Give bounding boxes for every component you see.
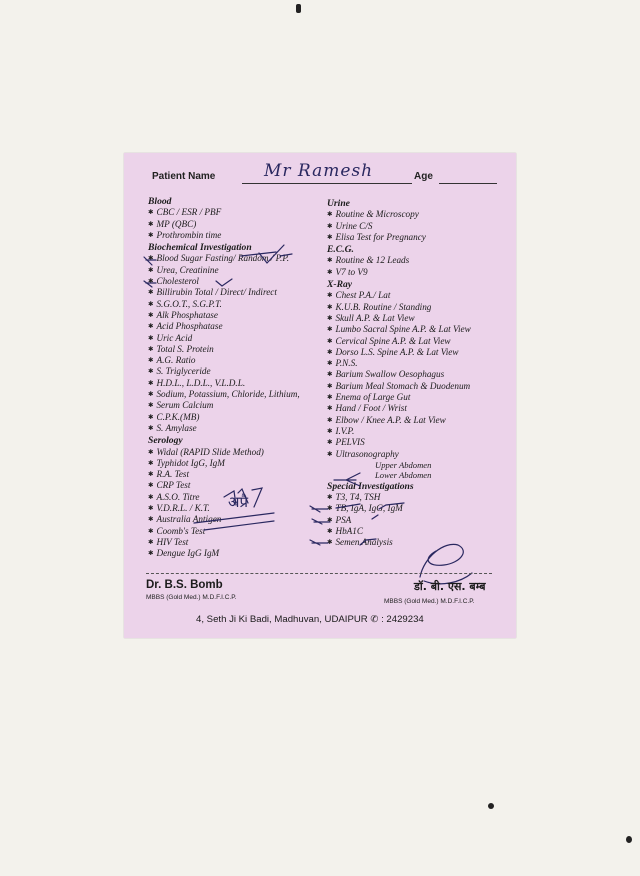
test-item[interactable]: ✱ Semen Analysis <box>327 537 517 548</box>
test-item[interactable]: ✱ Billirubin Total / Direct/ Indirect <box>148 287 328 298</box>
test-item[interactable]: ✱ V7 to V9 <box>327 267 517 278</box>
test-item[interactable]: ✱ Lumbo Sacral Spine A.P. & Lat View <box>327 324 517 335</box>
doctor-name-hindi: डॉ. बी. एस. बम्ब <box>414 580 486 593</box>
test-item[interactable]: ✱ S. Amylase <box>148 423 328 434</box>
test-item[interactable]: ✱ Acid Phosphatase <box>148 321 328 332</box>
section-heading: Serology <box>148 435 183 447</box>
age-label: Age <box>414 171 433 182</box>
test-item[interactable]: ✱ PSA <box>327 515 517 526</box>
test-item[interactable]: ✱ MP (QBC) <box>148 219 328 230</box>
patient-name-handwritten[interactable]: Mr Ramesh <box>264 161 374 181</box>
test-item[interactable]: ✱ Skull A.P. & Lat View <box>327 313 517 324</box>
test-item[interactable]: ✱ Sodium, Potassium, Chloride, Lithium, <box>148 389 328 400</box>
test-item[interactable]: ✱ Cervical Spine A.P. & Lat View <box>327 336 517 347</box>
test-item[interactable]: ✱ Coomb's Test <box>148 526 328 537</box>
test-item[interactable]: ✱ Urea, Creatinine <box>148 265 328 276</box>
test-item[interactable]: ✱ Ultrasonography <box>327 449 517 460</box>
right-test-column <box>327 197 517 549</box>
patient-name-line <box>242 183 412 184</box>
test-item[interactable]: ✱ Cholesterol <box>148 276 328 287</box>
test-item[interactable]: ✱ PELVIS <box>327 437 517 448</box>
test-item[interactable]: ✱ Elisa Test for Pregnancy <box>327 232 517 243</box>
test-item[interactable]: ✱ H.D.L., L.D.L., V.L.D.L. <box>148 378 328 389</box>
test-item[interactable]: ✱ Alk Phosphatase <box>148 310 328 321</box>
test-item[interactable]: ✱ Dorso L.S. Spine A.P. & Lat View <box>327 347 517 358</box>
test-item[interactable]: ✱ Serum Calcium <box>148 400 328 411</box>
test-item[interactable]: ✱ T3, T4, TSH <box>327 492 517 503</box>
doctor-qualification-right: MBBS (Gold Med.) M.D.F.I.C.P. <box>384 598 475 605</box>
left-test-column <box>148 195 328 560</box>
test-item[interactable]: ✱ Elbow / Knee A.P. & Lat View <box>327 415 517 426</box>
test-item[interactable]: ✱ TB, IgA, IgG, IgM <box>327 503 517 514</box>
test-item[interactable]: ✱ CBC / ESR / PBF <box>148 207 328 218</box>
test-item[interactable]: ✱ S. Triglyceride <box>148 366 328 377</box>
test-item[interactable]: ✱ A.S.O. Titre <box>148 492 328 503</box>
test-item[interactable]: ✱ S.G.O.T., S.G.P.T. <box>148 299 328 310</box>
test-item[interactable]: ✱ P.N.S. <box>327 358 517 369</box>
scan-dot <box>488 803 494 809</box>
patient-name-label: Patient Name <box>152 171 216 182</box>
test-item[interactable]: ✱ Dengue IgG IgM <box>148 548 328 559</box>
scan-dot <box>626 836 632 843</box>
test-item[interactable]: ✱ Barium Swallow Oesophagus <box>327 369 517 380</box>
clinic-address: 4, Seth Ji Ki Badi, Madhuvan, UDAIPUR ✆ : 2429234 <box>196 614 424 625</box>
test-item[interactable]: ✱ C.P.K.(MB) <box>148 412 328 423</box>
test-item[interactable]: ✱ I.V.P. <box>327 426 517 437</box>
test-item[interactable]: ✱ Blood Sugar Fasting/ Random / P.P. <box>148 253 328 264</box>
test-item[interactable]: ✱ Routine & Microscopy <box>327 209 517 220</box>
patient-name-row <box>152 161 502 191</box>
test-item[interactable]: ✱ A.G. Ratio <box>148 355 328 366</box>
lab-requisition-slip <box>124 153 516 638</box>
test-item[interactable]: ✱ Prothrombin time <box>148 230 328 241</box>
section-heading: Special Investigations <box>327 480 414 492</box>
footer-divider <box>146 573 492 574</box>
test-item[interactable]: ✱ K.U.B. Routine / Standing <box>327 302 517 313</box>
hindi-handwritten-note: अप्रै <box>228 493 248 511</box>
test-item[interactable]: ✱ Chest P.A./ Lat <box>327 290 517 301</box>
test-sub-item[interactable]: Lower Abdomen <box>375 469 432 480</box>
section-heading: Blood <box>148 196 172 207</box>
test-item[interactable]: ✱ Hand / Foot / Wrist <box>327 403 517 414</box>
test-item[interactable]: ✱ R.A. Test <box>148 469 328 480</box>
section-heading: E.C.G. <box>327 244 354 256</box>
test-item[interactable]: ✱ V.D.R.L. / K.T. <box>148 503 328 514</box>
doctor-name: Dr. B.S. Bomb <box>146 579 223 591</box>
test-item[interactable]: ✱ Widal (RAPID Slide Method) <box>148 447 328 458</box>
test-item[interactable]: ✱ CRP Test <box>148 480 328 491</box>
test-item[interactable]: ✱ Uric Acid <box>148 333 328 344</box>
test-item[interactable]: ✱ Total S. Protein <box>148 344 328 355</box>
test-item[interactable]: ✱ HbA1C <box>327 526 517 537</box>
test-item[interactable]: ✱ Typhidot IgG, IgM <box>148 458 328 469</box>
doctor-qualification: MBBS (Gold Med.) M.D.F.I.C.P. <box>146 594 237 601</box>
test-item[interactable]: ✱ Barium Meal Stomach & Duodenum <box>327 381 517 392</box>
test-item[interactable]: ✱ Australia Antigen <box>148 514 328 525</box>
section-heading: Biochemical Investigation <box>148 242 252 254</box>
test-item[interactable]: ✱ Enema of Large Gut <box>327 392 517 403</box>
test-item[interactable]: ✱ Urine C/S <box>327 221 517 232</box>
section-heading: Urine <box>327 198 350 209</box>
section-heading: X-Ray <box>327 279 353 291</box>
age-field[interactable] <box>439 183 497 184</box>
test-sub-item[interactable]: Upper Abdomen <box>375 459 432 470</box>
test-item[interactable]: ✱ Routine & 12 Leads <box>327 255 517 266</box>
test-item[interactable]: ✱ HIV Test <box>148 537 328 548</box>
scan-mark <box>296 4 301 13</box>
